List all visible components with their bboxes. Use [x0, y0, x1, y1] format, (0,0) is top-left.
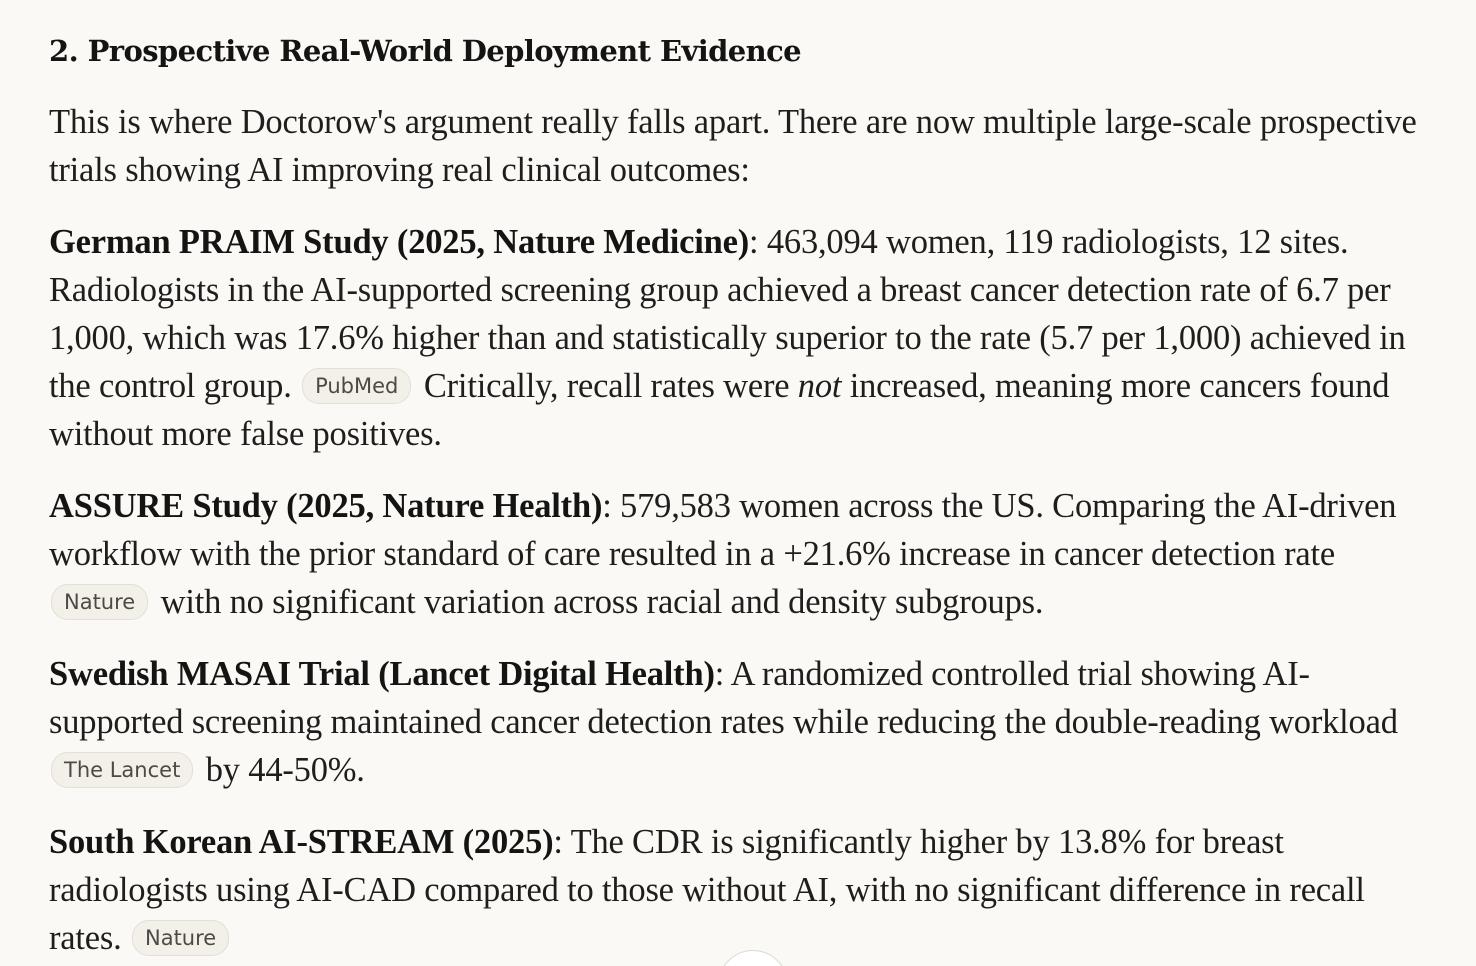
citation-lancet-button[interactable]: The Lancet — [51, 752, 193, 788]
study-assure-text-continued: with no significant variation across racial and density subgroups. — [160, 583, 1044, 621]
study-ai-stream-paragraph — [49, 818, 1429, 962]
study-assure-title: ASSURE Study (2025, Nature Health) — [49, 487, 603, 525]
study-masai-title: Swedish MASAI Trial (Lancet Digital Health) — [49, 655, 715, 693]
citation-nature-button[interactable]: Nature — [51, 584, 148, 620]
study-ai-stream-title: South Korean AI-STREAM (2025) — [49, 823, 554, 861]
section-heading: 2. Prospective Real-World Deployment Evidence — [49, 34, 802, 68]
intro-paragraph: This is where Doctorow's argument really falls apart. There are now multiple large-scale prospective trials showing AI improving real clinical outcomes: — [49, 103, 1417, 189]
study-masai-text: : A randomized controlled trial showing AI-supported screening maintained cancer detection rates while reducing the double-reading workload — [49, 655, 1398, 741]
study-ai-stream-text: : The CDR is significantly higher by 13.8% for breast radiologists using AI-CAD compared to those without AI, with no significant difference in recall rates. — [49, 823, 1365, 957]
study-assure-paragraph — [49, 482, 1429, 626]
study-masai-text-continued: by 44-50%. — [205, 751, 365, 789]
message-content — [49, 26, 1429, 966]
study-praim-text: : 463,094 women, 119 radiologists, 12 sites. Radiologists in the AI-supported screening group achieved a breast cancer detection rate of 6.7 per 1,000, which was 17.6% higher than and statistically superior to the rate (5.7 per 1,000) achieved in the control group. — [49, 223, 1406, 405]
study-praim-text-end: increased, meaning more cancers found without more false positives. — [49, 367, 1390, 453]
study-assure-text: : 579,583 women across the US. Comparing the AI-driven workflow with the prior standard of care resulted in a +21.6% increase in cancer detection rate — [49, 487, 1397, 573]
study-praim-paragraph — [49, 218, 1429, 458]
study-praim-text-continued: Critically, recall rates were — [423, 367, 798, 405]
study-masai-paragraph — [49, 650, 1429, 794]
study-praim-emphasis: not — [797, 367, 842, 405]
citation-pubmed-button[interactable]: PubMed — [302, 368, 411, 404]
citation-nature-button-2[interactable]: Nature — [132, 920, 229, 956]
study-praim-title: German PRAIM Study (2025, Nature Medicine) — [49, 223, 750, 261]
